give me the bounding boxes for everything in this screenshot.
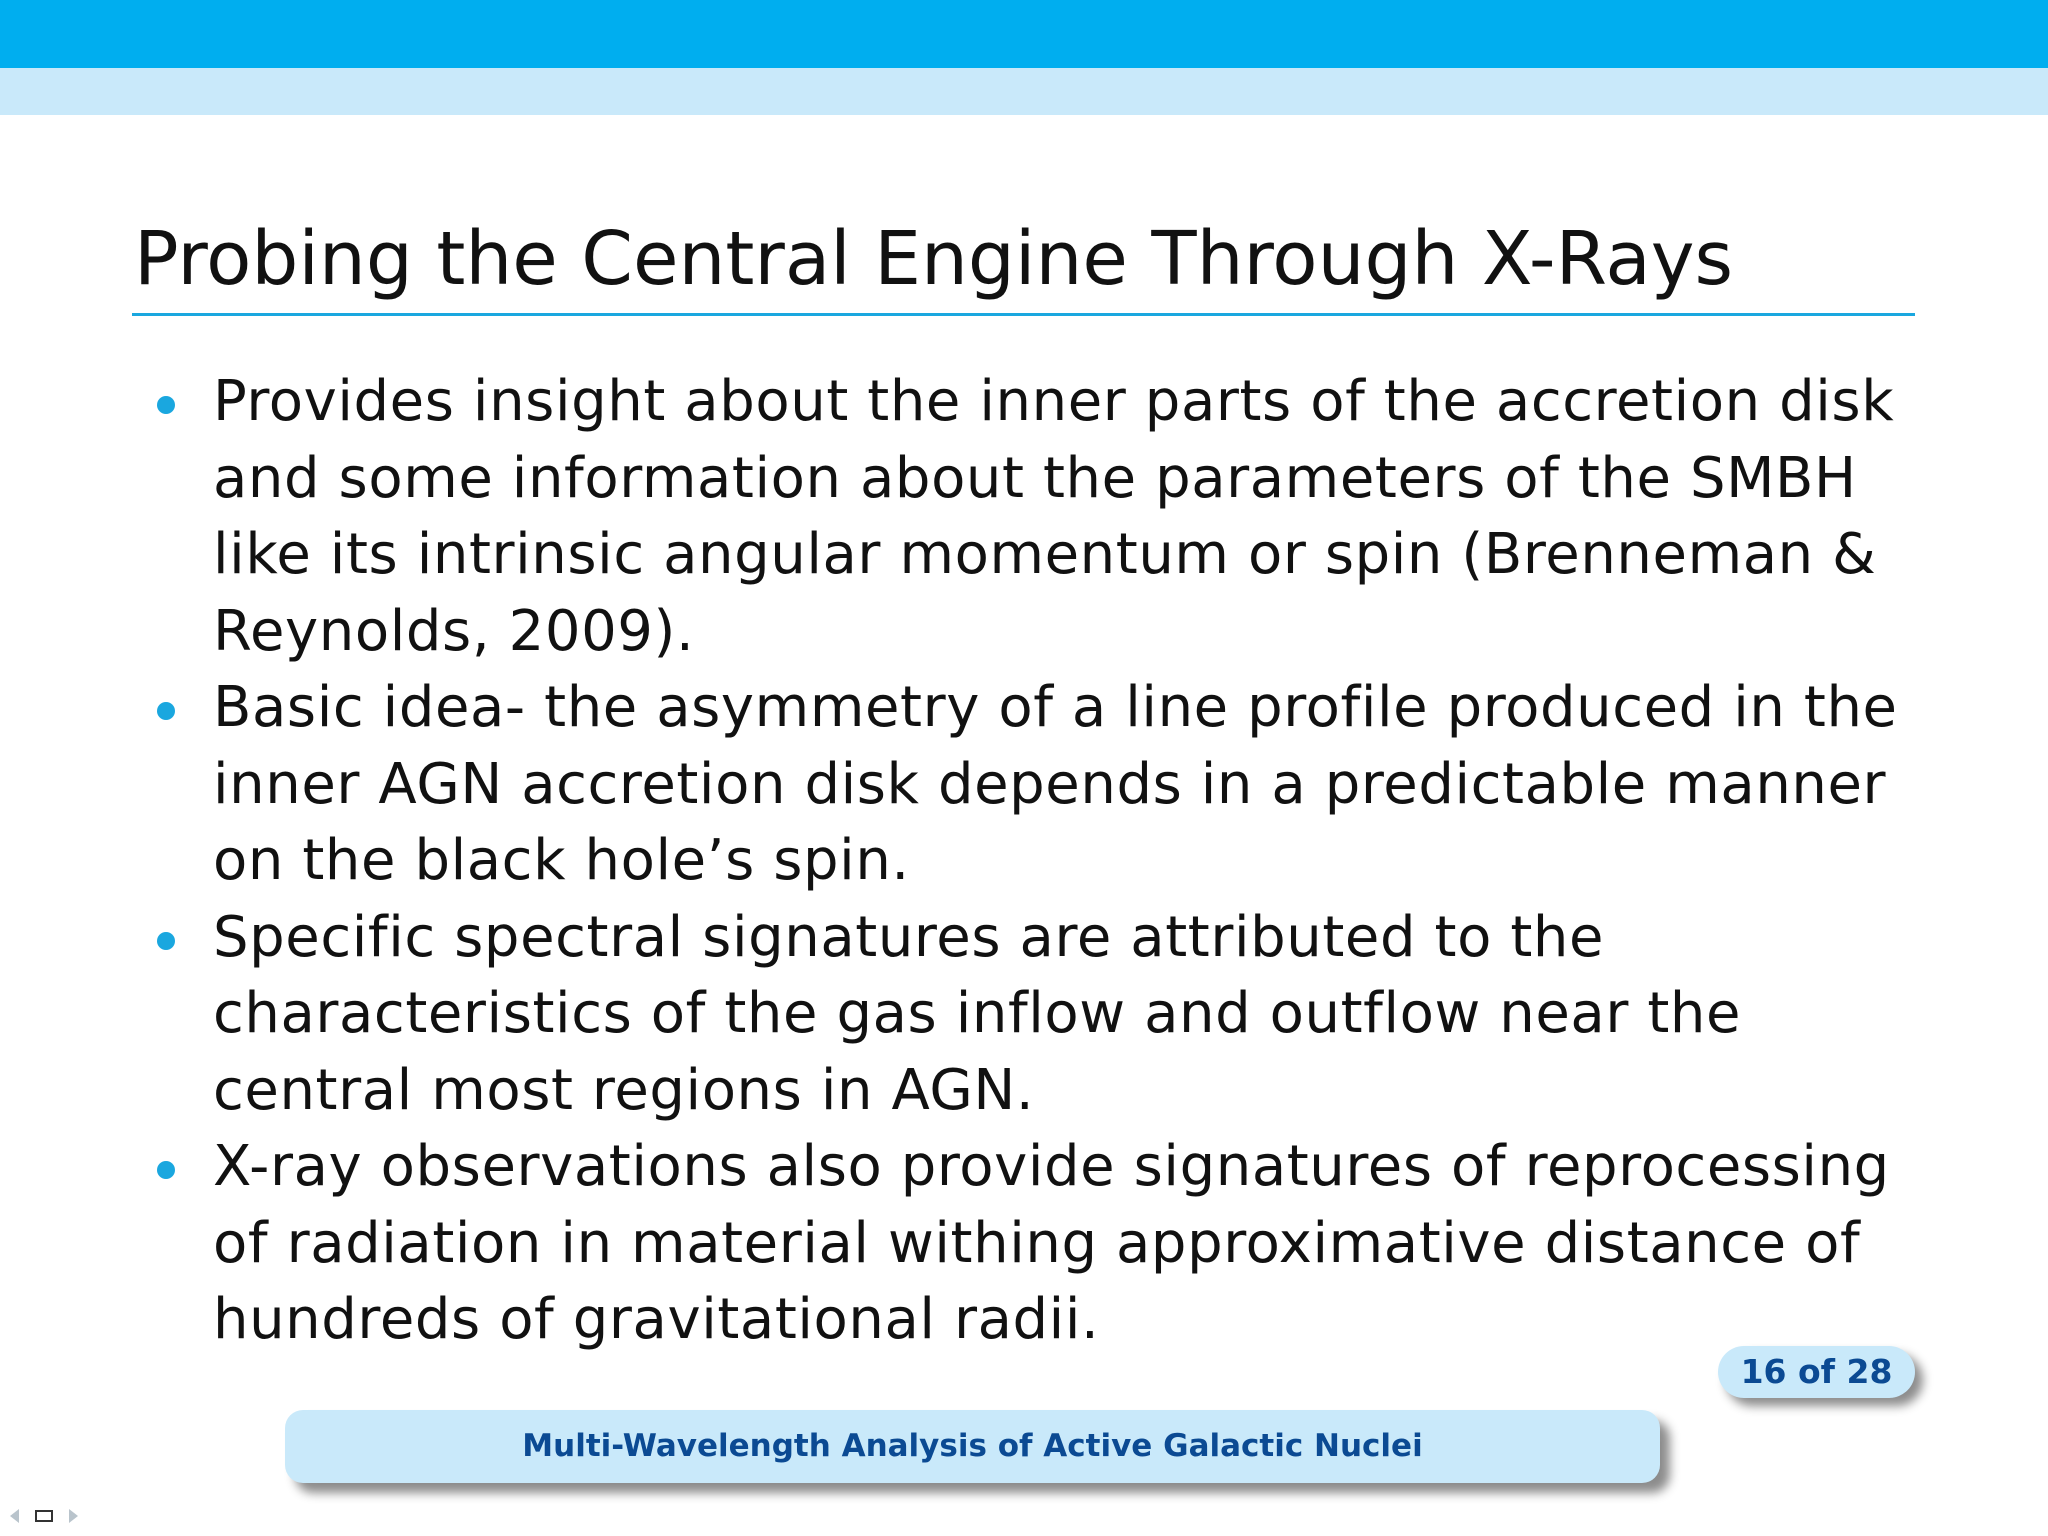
bullet-item xyxy=(0,364,1933,670)
bullet-dot-icon xyxy=(157,932,175,950)
bullet-item xyxy=(0,1129,1933,1359)
header-subband xyxy=(0,68,2048,115)
triangle-left-icon[interactable] xyxy=(10,1509,19,1523)
bullet-text: Basic idea- the asymmetry of a line profile produced in the inner AGN accretion disk depends in a predictable manner on the black hole’s spin. xyxy=(213,675,1898,893)
title-underline xyxy=(132,313,1915,316)
slide-title: Probing the Central Engine Through X-Rays xyxy=(134,216,1734,302)
header-band xyxy=(0,0,2048,68)
bullet-dot-icon xyxy=(157,396,175,414)
page-number-badge: 16 of 28 xyxy=(1718,1346,1915,1398)
bullet-text: Provides insight about the inner parts of the accretion disk and some information about the parameters of the SMBH like its intrinsic angular momentum or spin (Brenneman & Reynolds, 2009). xyxy=(213,369,1895,664)
bullet-text: Specific spectral signatures are attributed to the characteristics of the gas inflow and outflow near the central most regions in AGN. xyxy=(213,904,1742,1123)
bullet-dot-icon xyxy=(157,702,175,720)
bullet-item xyxy=(0,900,1933,1130)
beamer-navigation xyxy=(10,1504,78,1528)
footer-title-bar: Multi-Wavelength Analysis of Active Galactic Nuclei xyxy=(285,1410,1660,1483)
bullet-text: X-ray observations also provide signatures of reprocessing of radiation in material withing approximative distance of hundreds of gravitational radii. xyxy=(213,1134,1890,1352)
bullet-dot-icon xyxy=(157,1161,175,1179)
frame-icon[interactable] xyxy=(35,1510,53,1522)
bullet-list xyxy=(0,364,1933,1359)
triangle-right-icon[interactable] xyxy=(69,1509,78,1523)
bullet-item xyxy=(0,670,1933,900)
